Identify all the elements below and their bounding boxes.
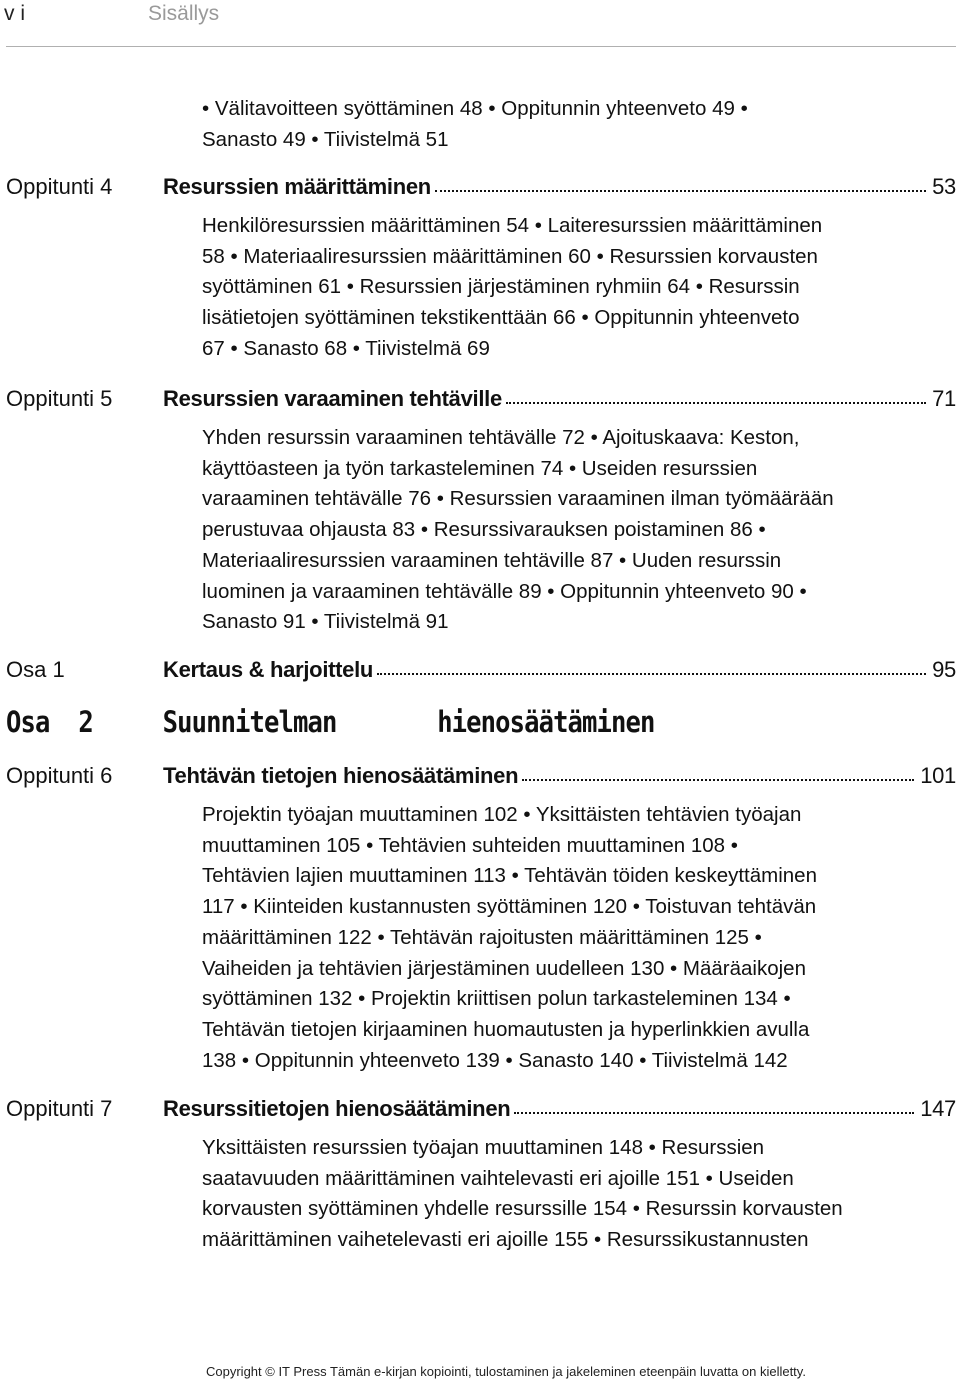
dot-leader — [377, 657, 926, 675]
dot-leader — [522, 763, 914, 781]
lesson-label: Oppitunti 4 — [6, 174, 113, 199]
toc-title-line[interactable] — [163, 657, 956, 683]
page-ref: 95 — [932, 657, 956, 682]
lesson-4-description — [202, 211, 902, 365]
part-title: Kertaus & harjoittelu — [163, 657, 374, 682]
desc-line: Tehtävän tietojen kirjaaminen huomautusten ja hyperlinkkien avulla — [202, 1017, 810, 1041]
toc-title-line[interactable] — [163, 763, 956, 789]
lesson-7-description — [202, 1133, 902, 1256]
lesson-5-description — [202, 423, 902, 638]
desc-line: 67 • Sanasto 68 • Tiivistelmä 69 — [202, 336, 490, 360]
page-ref: 71 — [932, 386, 956, 411]
header-rule — [6, 46, 956, 47]
desc-line: Projektin työajan muuttaminen 102 • Yksittäisten tehtävien työajan — [202, 803, 802, 826]
lesson-label: Oppitunti 6 — [6, 763, 113, 788]
lesson-label: Oppitunti 7 — [6, 1096, 113, 1121]
lesson-title: Resurssitietojen hienosäätäminen — [163, 1096, 511, 1121]
part-title-word: hienosäätäminen — [437, 705, 655, 739]
desc-line: varaaminen tehtävälle 76 • Resurssien varaaminen ilman työmäärään — [202, 487, 834, 511]
desc-line: muuttaminen 105 • Tehtävien suhteiden muuttaminen 108 • — [202, 833, 738, 857]
toc-title-line[interactable] — [163, 174, 956, 200]
page-ref: 101 — [920, 763, 956, 788]
dot-leader — [506, 386, 926, 404]
desc-line: perustuvaa ohjausta 83 • Resurssivarauksen poistaminen 86 • — [202, 518, 766, 542]
desc-line: 58 • Materiaaliresurssien määrittäminen 60 • Resurssien korvausten — [202, 244, 818, 268]
part-label: Osa 2 — [6, 705, 93, 739]
desc-line: Vaiheiden ja tehtävien järjestäminen uudelleen 130 • Määräaikojen — [202, 956, 806, 980]
desc-line: Sanasto 91 • Tiivistelmä 91 — [202, 610, 449, 634]
page-ref: 147 — [920, 1096, 956, 1121]
desc-line: käyttöasteen ja työn tarkasteleminen 74 • Useiden resurssien — [202, 456, 758, 480]
toc-title-line[interactable] — [163, 1096, 956, 1122]
lesson-title: Tehtävän tietojen hienosäätäminen — [163, 763, 519, 788]
desc-line: syöttäminen 132 • Projektin kriittisen polun tarkasteleminen 134 • — [202, 987, 791, 1011]
desc-line: määrittäminen vaihetelevasti eri ajoille 155 • Resurssikustannusten — [202, 1228, 809, 1252]
lesson-title: Resurssien määrittäminen — [163, 174, 431, 199]
desc-line: syöttäminen 61 • Resurssien järjestäminen ryhmiin 64 • Resurssin — [202, 275, 800, 299]
lesson-title: Resurssien varaaminen tehtäville — [163, 386, 502, 411]
part-title-word: Suunnitelman — [162, 705, 337, 739]
desc-line: luominen ja varaaminen tehtävälle 89 • Oppitunnin yhteenveto 90 • — [202, 579, 807, 603]
desc-line: korvausten syöttäminen yhdelle resurssille 154 • Resurssin korvausten — [202, 1197, 843, 1221]
desc-line: määrittäminen 122 • Tehtävän rajoitusten määrittäminen 125 • — [202, 925, 762, 949]
intro-description — [202, 94, 902, 155]
desc-line: lisätietojen syöttäminen tekstikenttään 66 • Oppitunnin yhteenveto — [202, 306, 800, 330]
running-head: Sisällys — [148, 2, 220, 25]
dot-leader — [514, 1096, 914, 1114]
desc-line: saatavuuden määrittäminen vaihtelevasti eri ajoille 151 • Useiden — [202, 1166, 794, 1190]
desc-line: Yhden resurssin varaaminen tehtävälle 72 • Ajoituskaava: Keston, — [202, 426, 800, 449]
desc-line: Materiaaliresurssien varaaminen tehtäville 87 • Uuden resurssin — [202, 548, 782, 572]
toc-title-line[interactable] — [163, 386, 956, 412]
part-label: Osa 1 — [6, 657, 65, 682]
desc-line: • Välitavoitteen syöttäminen 48 • Oppitunnin yhteenveto 49 • — [202, 97, 748, 120]
lesson-6-description — [202, 800, 902, 1076]
page-header — [0, 0, 960, 34]
lesson-label: Oppitunti 5 — [6, 386, 113, 411]
desc-line: 117 • Kiinteiden kustannusten syöttäminen 120 • Toistuvan tehtävän — [202, 895, 817, 919]
desc-line: Sanasto 49 • Tiivistelmä 51 — [202, 127, 449, 151]
desc-line: Tehtävien lajien muuttaminen 113 • Tehtävän töiden keskeyttäminen — [202, 864, 817, 888]
copyright-footer: Copyright © IT Press Tämän e-kirjan kopiointi, tulostaminen ja jakeleminen eteenpäin luvatta on kielletty. — [206, 1364, 806, 1379]
desc-line: Yksittäisten resurssien työajan muuttaminen 148 • Resurssien — [202, 1136, 765, 1159]
page-number: v i — [4, 2, 25, 25]
dot-leader — [435, 174, 926, 192]
page-ref: 53 — [932, 174, 956, 199]
desc-line: 138 • Oppitunnin yhteenveto 139 • Sanasto 140 • Tiivistelmä 142 — [202, 1048, 788, 1072]
desc-line: Henkilöresurssien määrittäminen 54 • Laiteresurssien määrittäminen — [202, 214, 823, 237]
part-2-heading — [6, 705, 833, 745]
